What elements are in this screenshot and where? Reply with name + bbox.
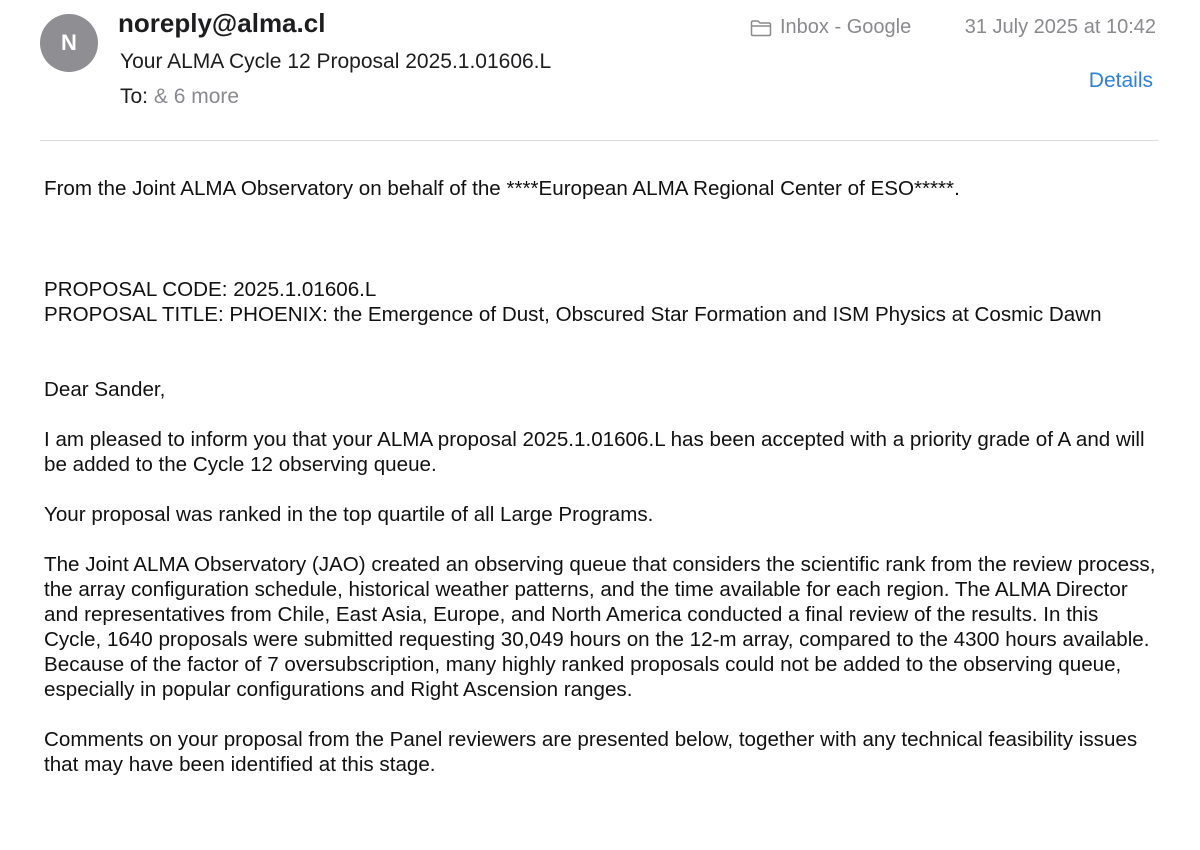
- ranking-paragraph: Your proposal was ranked in the top quartile of all Large Programs.: [44, 503, 654, 526]
- recipients-line: [120, 85, 239, 109]
- intro-paragraph: From the Joint ALMA Observatory on behalf of the ****European ALMA Regional Center of ESO*****.: [44, 177, 960, 200]
- greeting: Dear Sander,: [44, 378, 166, 401]
- email-body: [44, 176, 1156, 777]
- jao-paragraph: The Joint ALMA Observatory (JAO) created an observing queue that considers the scientific rank from the review process, the array configuration schedule, historical weather patterns, and the time available for each region. The ALMA Director and representatives from Chile, East Asia, Europe, and North America conducted a final review of the results. In this Cycle, 1640 proposals were submitted requesting 30,049 hours on the 12-m array, compared to the 4300 hours available. Because of the factor of 7 oversubscription, many highly ranked proposals could not be added to the observing queue, especially in popular configurations and Right Ascension ranges.: [44, 553, 1156, 701]
- comments-paragraph: Comments on your proposal from the Panel reviewers are presented below, together with any technical feasibility issues that may have been identified at this stage.: [44, 728, 1138, 776]
- to-label: To:: [120, 85, 149, 108]
- accepted-paragraph: I am pleased to inform you that your ALMA proposal 2025.1.01606.L has been accepted with a priority grade of A and will be added to the Cycle 12 observing queue.: [44, 428, 1145, 476]
- header-divider: [40, 140, 1158, 141]
- email-subject: Your ALMA Cycle 12 Proposal 2025.1.01606.L: [120, 50, 552, 73]
- details-link[interactable]: Details: [1088, 69, 1153, 92]
- to-recipients[interactable]: & 6 more: [153, 85, 240, 108]
- avatar: N: [40, 14, 98, 72]
- folder-icon: [750, 19, 772, 37]
- proposal-title: PROPOSAL TITLE: PHOENIX: the Emergence of Dust, Obscured Star Formation and ISM Physics at Cosmic Dawn: [44, 303, 1102, 326]
- mailbox-name: Inbox - Google: [780, 16, 912, 38]
- email-date: 31 July 2025 at 10:42: [964, 16, 1156, 38]
- mailbox-label: [750, 16, 911, 39]
- proposal-code: PROPOSAL CODE: 2025.1.01606.L: [44, 278, 377, 301]
- sender-address[interactable]: noreply@alma.cl: [118, 8, 326, 38]
